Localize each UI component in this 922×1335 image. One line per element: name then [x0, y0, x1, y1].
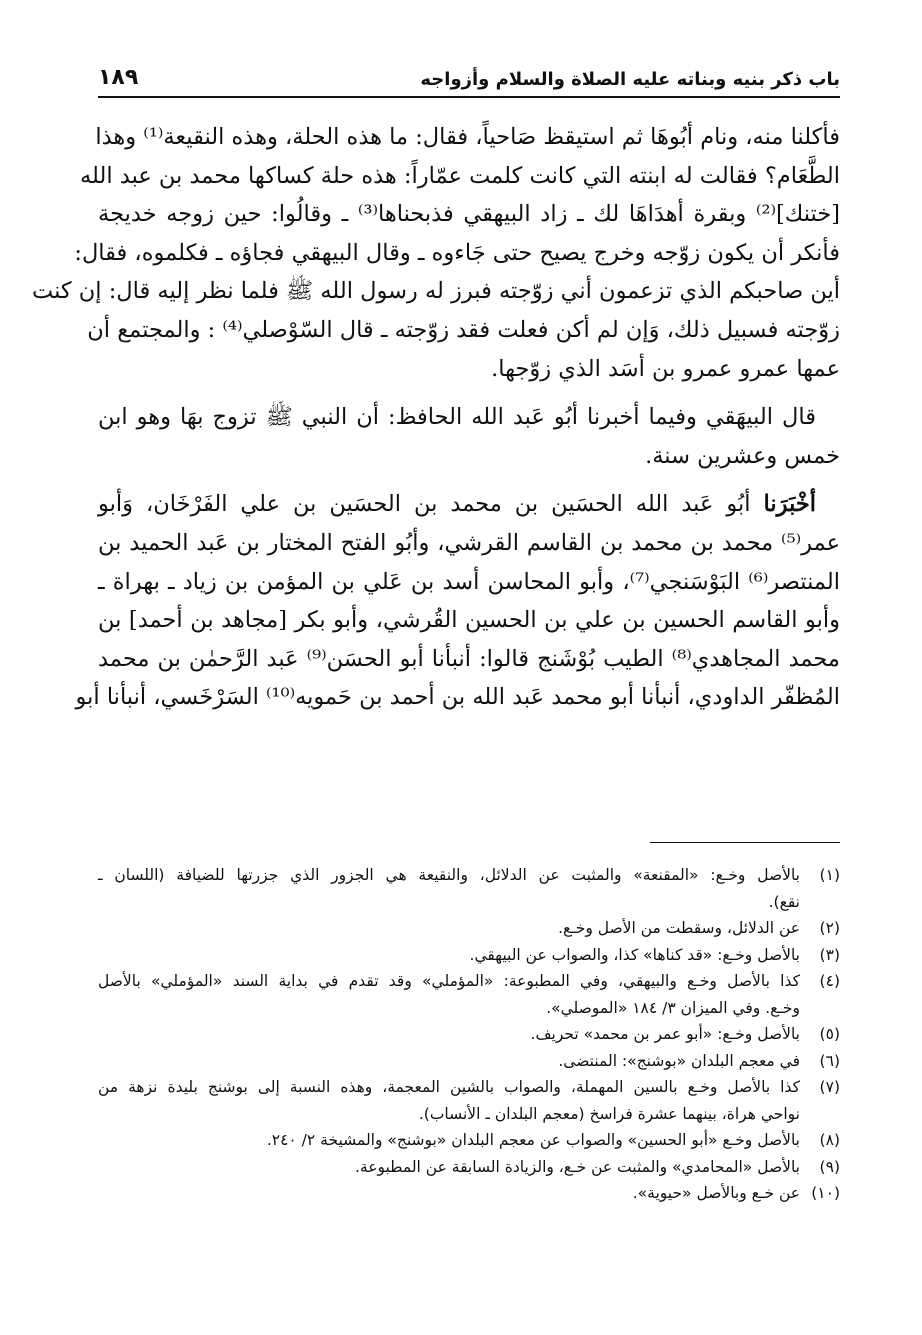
footnote — [98, 1180, 840, 1207]
footnote-line: وخـع. وفي الميزان ٣/ ١٨٤ «الموصلي». — [546, 998, 800, 1017]
text-line: قال البيهَقي وفيما أخبرنا أبُو عَبد الله الحافظ: أن النبي ﷺ تزوج بهَا وهو ابن — [98, 404, 816, 431]
text-line: عمها عمرو عمرو بن أسَد الذي زوّجها. — [491, 355, 840, 382]
footnote — [98, 942, 840, 969]
footnote-number: (٨) — [819, 1131, 840, 1149]
footnote-number: (٢) — [819, 919, 840, 937]
footnote-text — [98, 1180, 800, 1207]
footnote-number: (٦) — [819, 1051, 840, 1070]
text-line: [ختنك]⁽²⁾ وبقرة أهدَاهَا لك ـ زاد البيهقي فذبحناها⁽³⁾ ـ وقالُوا: حين زوجه خديجة — [98, 201, 841, 228]
footnote — [98, 968, 840, 1021]
text-line: الطَّعَام؟ فقالت له ابنته التي كانت كلمت عمّاراً: هذه حلة كساكها محمد بن عبد الله — [79, 162, 840, 189]
footnote-line: كذا بالأصل وخـع والبيهقي، وفي المطبوعة: «المؤملي» وقد تقدم في بداية السند «المؤملي» بالأصل — [98, 972, 800, 990]
text-line: وأبو القاسم الحسين بن علي بن الحسين القُرشي، وأبو بكر [مجاهد بن أحمد] بن — [98, 607, 840, 634]
footnotes — [98, 862, 840, 1207]
footnote-line: بالأصل وخـع: «أبو عمر بن محمد» تحريف. — [530, 1025, 800, 1043]
footnote-text — [98, 1127, 800, 1154]
footnote-text — [98, 942, 800, 969]
text-line: فأكلنا منه، ونام أبُوهَا ثم استيقظ صَاحياً، فقال: ما هذه الحلة، وهذه النقيعة⁽¹⁾ وهذا — [95, 124, 840, 150]
footnote-text — [98, 968, 800, 1021]
main-text — [32, 118, 841, 717]
footnote-line: بالأصل وخـع «أبو الحسين» والصواب عن معجم البلدان «بوشنج» والمشيخة ٢/ ٢٤٠. — [266, 1131, 800, 1149]
footnote-line: نقع). — [768, 892, 800, 911]
footnote-text — [98, 1048, 800, 1075]
footnote-text — [98, 915, 800, 942]
footnote-number: (٥) — [819, 1025, 840, 1043]
footnote-line: كذا بالأصل وخـع بالسين المهملة، والصواب بالشين المعجمة، وهذه النسبة إلى بوشنج بليدة نزهة من — [98, 1078, 800, 1096]
text-line: المنتصر⁽⁶⁾ البَوْسَنجي⁽⁷⁾، وأبو المحاسن أسد بن عَلي بن المؤمن بن زياد ـ بهراة ـ — [98, 568, 840, 595]
text-line: المُظفّر الداودي، أنبأنا أبو محمد عَبد الله بن أحمد بن حَمويه⁽¹⁰⁾ السَرْخَسي، أنبأنا أبو — [75, 684, 840, 711]
footnote — [98, 1021, 840, 1048]
footnote-line: نواحي هراة، بينهما عشرة فراسخ (معجم البلدان ـ الأنساب). — [418, 1104, 800, 1123]
footnote-line: عن خـع وبالأصل «حيوية». — [632, 1184, 800, 1202]
footnote-line: عن الدلائل، وسقطت من الأصل وخـع. — [558, 919, 800, 937]
footnote-number: (١) — [819, 866, 840, 884]
footnote — [98, 1154, 840, 1181]
footnote-text — [98, 1021, 800, 1048]
text-line: فأنكر أن يكون زوّجه وخرج يصيح حتى جَاءوه ـ وقال البيهقي فجاؤه ـ فكلموه، فقال: — [74, 239, 840, 266]
footnote-number: (٩) — [819, 1157, 840, 1176]
footnote-number: (١٠) — [811, 1184, 840, 1202]
footnote — [98, 1074, 840, 1127]
text-line: عمر⁽⁵⁾ محمد بن محمد بن القاسم القرشي، وأبُو الفتح المختار بن عَبد الحميد بن — [98, 529, 840, 556]
footnote — [98, 1048, 840, 1075]
footnote — [98, 862, 840, 915]
text-line: خمس وعشرين سنة. — [645, 442, 840, 469]
footnote-number: (٤) — [819, 972, 840, 990]
text-line — [98, 485, 840, 524]
footnote-text — [98, 1074, 800, 1127]
footnote-line: في معجم البلدان «بوشنج»: المنتضى. — [558, 1051, 800, 1070]
footnote-text — [98, 1154, 800, 1181]
page-number: ١٨٩ — [98, 65, 139, 90]
running-head — [98, 60, 840, 98]
running-title: باب ذكر بنيه وبناته عليه الصلاة والسلام وأزواجه — [420, 69, 840, 90]
footnote-line: بالأصل وخـع: «قد كناها» كذا، والصواب عن البيهقي. — [469, 945, 800, 964]
footnote-line: بالأصل وخـع: «المقنعة» والمثبت عن الدلائل، والنقيعة هي الجزور الذي جزرتها للضيافة (اللسان ـ — [98, 866, 800, 884]
text-line: محمد المجاهدي⁽⁸⁾ الطيب بُوْشَنج قالوا: أنبأنا أبو الحسَن⁽⁹⁾ عَبد الرَّحمٰن بن محمد — [98, 645, 840, 672]
footnote-text — [98, 862, 800, 915]
text-line: زوّجته فسبيل ذلك، وَإن لم أكن فعلت فقد زوّجته ـ قال السّوْصلي⁽⁴⁾ : والمجتمع أن — [87, 316, 840, 343]
footnote-rule — [650, 842, 840, 843]
footnote-number: (٧) — [819, 1078, 840, 1096]
footnote — [98, 915, 840, 942]
footnote-number: (٣) — [819, 945, 840, 964]
text-line-rest: أبُو عَبد الله الحسَين بن محمد بن الحسَين بن علي الفَرْخَان، وَأبو — [98, 491, 751, 518]
footnote-line: بالأصل «المحامدي» والمثبت عن خـع، والزيادة السابقة عن المطبوعة. — [354, 1157, 800, 1176]
footnote — [98, 1127, 840, 1154]
text-line: أين صاحبكم الذي تزعمون أني زوّجته فبرز له رسول الله ﷺ فلما نظر إليه قال: إن كنت — [32, 278, 840, 305]
lead-word: أخْبَرَنا — [763, 491, 817, 518]
